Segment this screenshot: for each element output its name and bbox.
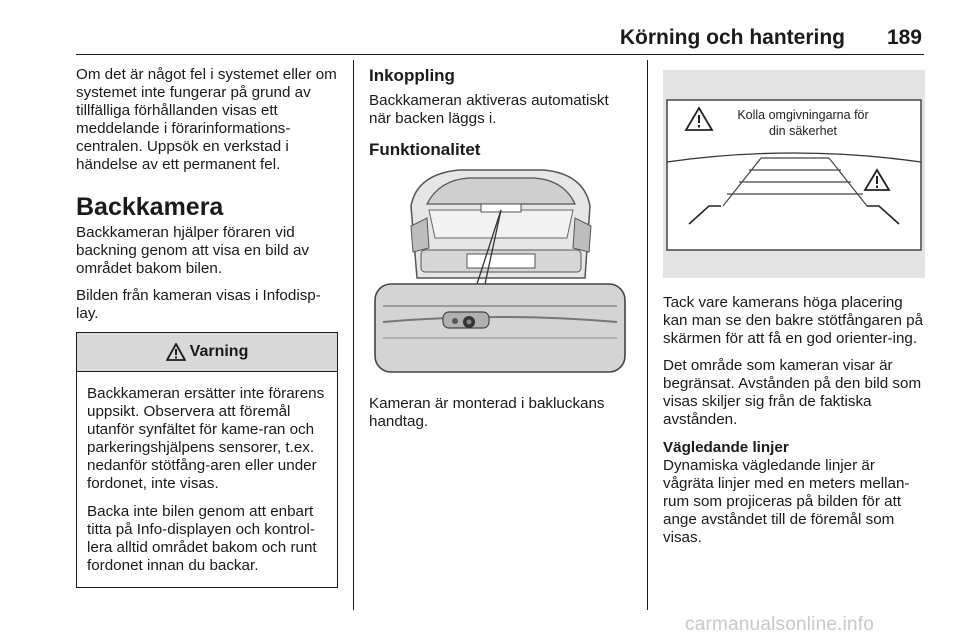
column-divider-1	[353, 60, 354, 610]
display-message-line-2: din säkerhet	[768, 124, 838, 138]
warning-header	[77, 333, 337, 372]
warning-box	[76, 332, 338, 588]
inkoppling-paragraph: Backkameran aktiveras automatiskt när backen läggs i.	[369, 92, 609, 127]
page-title: Körning och hantering	[619, 26, 845, 49]
column-divider-2	[647, 60, 648, 610]
backkamera-paragraph-2: Bilden från kameran visas i Infodisp-lay.	[76, 287, 321, 322]
backkamera-paragraph-1: Backkameran hjälper föraren vid backning genom att visa en bild av området bakom bilen.	[76, 224, 310, 277]
display-message-line-1: Kolla omgivningarna för	[737, 108, 869, 122]
warning-title: Varning	[189, 343, 249, 360]
infodisplay-illustration	[663, 66, 925, 278]
page-number: 189	[886, 26, 922, 49]
right-column	[663, 66, 925, 556]
section-title: Backkamera	[76, 193, 224, 221]
inkoppling-heading: Inkoppling	[369, 66, 455, 85]
guide-lines-heading: Vägledande linjer	[663, 439, 789, 456]
area-paragraph: Det område som kameran visar är begränsat. Avstånden på den bild som visas skiljer sig från de faktiska avstånden.	[663, 357, 922, 428]
warning-paragraph-2: Backa inte bilen genom att enbart titta på Info-displayen och kontrol-lera alltid området bakom och runt fordonet innan du backar.	[87, 503, 317, 574]
warning-paragraph-1: Backkameran ersätter inte förarens uppsikt. Observera att föremål utanför synfältet för kame-ran och parkeringshjälpens sensorer, t.ex. nedanför stötfång-aren eller under fordonet, inte visas.	[87, 385, 325, 492]
funktionalitet-heading: Funktionalitet	[369, 140, 481, 159]
watermark: carmanualsonline.info	[685, 614, 875, 635]
intro-paragraph: Om det är något fel i systemet eller om systemet inte fungerar på grund av tillfälliga förhållanden visas ett meddelande i förarinformations-centralen. Uppsök en verkstad i händelse av ett permanent fel.	[76, 66, 337, 173]
guide-lines-paragraph: Dynamiska vägledande linjer är vågräta linjer med en meters mellan-rum som projiceras på bilden för att ange avståndet till de föremål som visas.	[663, 457, 910, 546]
camera-caption: Kameran är monterad i bakluckans handtag.	[369, 395, 605, 430]
header-rule	[76, 54, 924, 55]
warning-body	[77, 372, 337, 587]
middle-column	[369, 66, 631, 440]
left-column	[76, 66, 338, 588]
warning-triangle-icon	[166, 343, 186, 361]
rear-camera-illustration	[369, 166, 631, 381]
orientation-paragraph: Tack vare kamerans höga placering kan man se den bakre stötfångaren på skärmen för att få en god orienter-ing.	[663, 294, 924, 347]
